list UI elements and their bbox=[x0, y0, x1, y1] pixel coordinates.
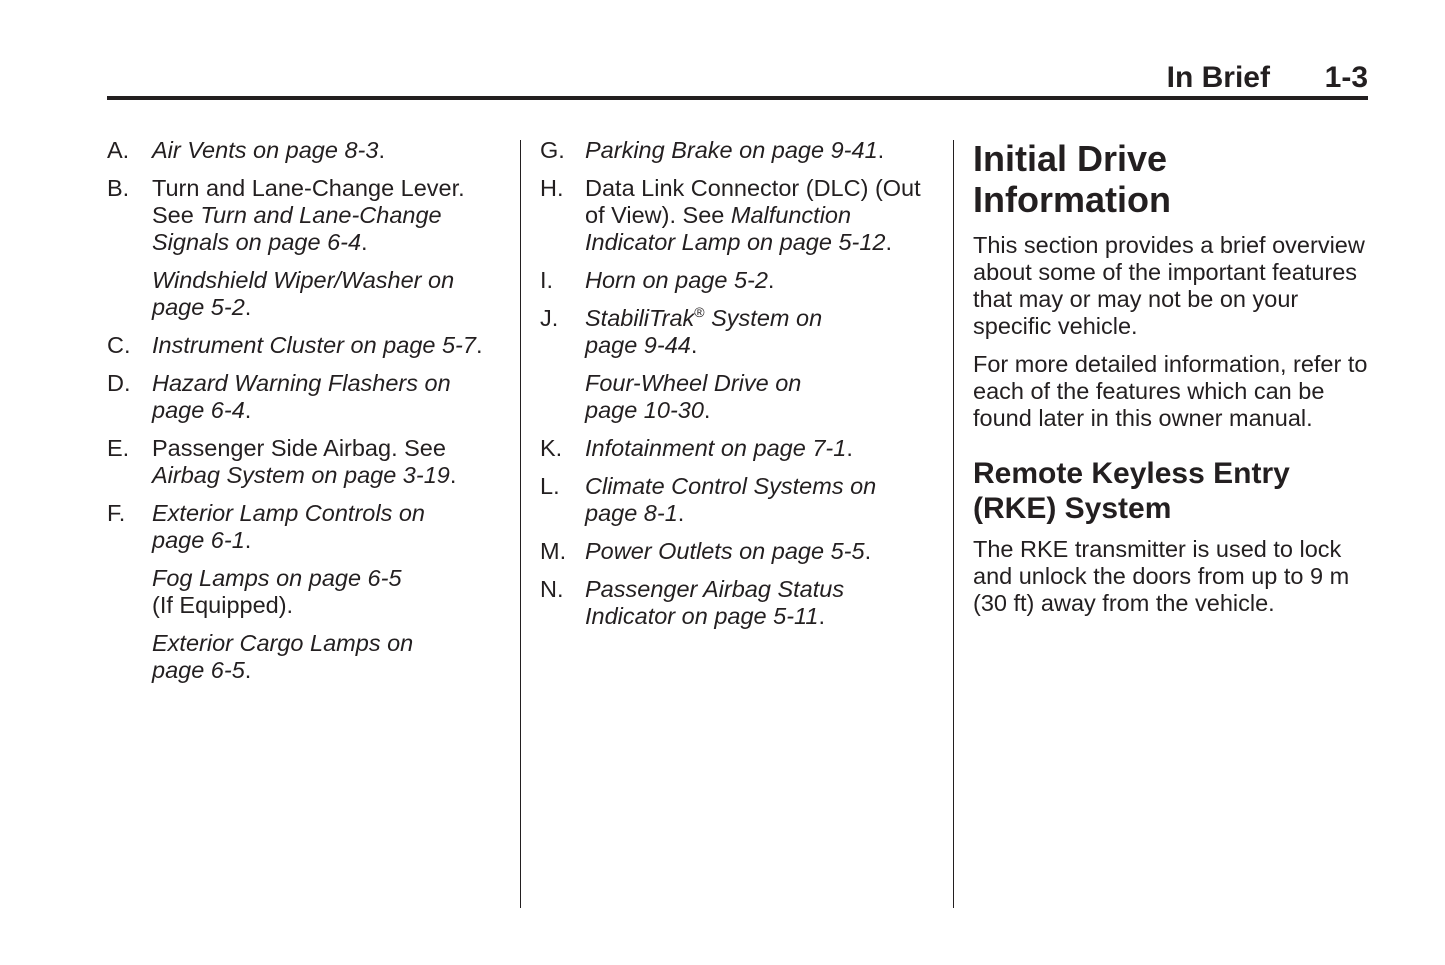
section-heading: Remote Keyless Entry (RKE) System bbox=[973, 457, 1290, 525]
list-subitem bbox=[107, 565, 512, 619]
item-letter: H. bbox=[540, 175, 564, 201]
cross-reference[interactable]: Air Vents on page 8-3 bbox=[152, 137, 379, 163]
list-item: M. Power Outlets on page 5-5. bbox=[540, 538, 872, 564]
cross-reference[interactable]: Hazard Warning Flashers on page 6-4 bbox=[152, 370, 451, 423]
cross-reference[interactable]: Horn on page 5-2 bbox=[585, 267, 768, 293]
list-item: I. Horn on page 5-2. bbox=[540, 267, 775, 293]
cross-reference[interactable]: Parking Brake on page 9-41 bbox=[585, 137, 878, 163]
cross-reference[interactable]: Power Outlets on page 5-5 bbox=[585, 538, 865, 564]
cross-reference[interactable]: Exterior Cargo Lamps on page 6-5 bbox=[152, 630, 414, 683]
list-item: D. Hazard Warning Flashers on page 6-4. bbox=[107, 370, 451, 423]
item-letter: L. bbox=[540, 473, 560, 499]
item-letter: I. bbox=[540, 267, 554, 293]
item-text: Turn and Lane-Change Lever. bbox=[152, 175, 465, 201]
item-letter: A. bbox=[107, 137, 130, 163]
cross-reference[interactable]: Airbag System on page 3-19 bbox=[152, 462, 450, 488]
page-header bbox=[107, 58, 1368, 100]
list-item: C. Instrument Cluster on page 5-7. bbox=[107, 332, 483, 358]
list-subitem: Exterior Cargo Lamps on page 6-5. bbox=[152, 630, 414, 683]
page-number: 1-3 bbox=[1324, 61, 1368, 94]
item-letter: M. bbox=[540, 538, 567, 564]
paragraph: For more detailed information, refer to each of the features which can be found later in this owner manual. bbox=[973, 351, 1368, 431]
cross-reference[interactable]: Fog Lamps on page 6-5 bbox=[152, 565, 402, 591]
item-letter: D. bbox=[107, 370, 131, 396]
cross-reference[interactable]: Exterior Lamp Controls on page 6-1 bbox=[152, 500, 425, 553]
item-letter: E. bbox=[107, 435, 130, 461]
callout-list-right bbox=[540, 137, 945, 641]
cross-reference[interactable]: Passenger Airbag Status Indicator on page 5-11 bbox=[585, 576, 845, 629]
cross-reference[interactable]: Four-Wheel Drive on page 10-30 bbox=[585, 370, 802, 423]
item-letter: C. bbox=[107, 332, 131, 358]
callout-list-left bbox=[107, 137, 512, 695]
list-subitem: Windshield Wiper/Washer on page 5-2. bbox=[152, 267, 455, 320]
list-item: A. Air Vents on page 8-3. bbox=[107, 137, 385, 163]
list-item: N. Passenger Airbag Status Indicator on page 5-11. bbox=[540, 576, 845, 629]
cross-reference[interactable]: Infotainment on page 7-1 bbox=[585, 435, 847, 461]
list-item: F. Exterior Lamp Controls on page 6-1. bbox=[107, 500, 425, 553]
cross-reference[interactable]: Instrument Cluster on page 5-7 bbox=[152, 332, 476, 358]
cross-reference[interactable]: StabiliTrak® System on page 9-44 bbox=[585, 304, 823, 358]
item-text: Data Link Connector (DLC) (Out of View). See bbox=[585, 175, 921, 228]
item-letter: J. bbox=[540, 305, 559, 331]
list-subitem: Four-Wheel Drive on page 10-30. bbox=[585, 370, 802, 423]
column-divider bbox=[953, 140, 954, 908]
cross-reference[interactable]: Turn and Lane-Change Signals on page 6-4 bbox=[152, 202, 442, 255]
item-letter: F. bbox=[107, 500, 126, 526]
cross-reference[interactable]: Malfunction Indicator Lamp on page 5-12 bbox=[585, 202, 886, 255]
cross-reference[interactable]: Climate Control Systems on page 8-1 bbox=[585, 473, 877, 526]
section-heading: Initial Drive Information bbox=[973, 138, 1171, 220]
list-item: H. Data Link Connector (DLC) (Out of View). See Malfunction Indicator Lamp on page 5-12. bbox=[540, 175, 921, 255]
paragraph: The RKE transmitter is used to lock and unlock the doors from up to 9 m (30 ft) away from the vehicle. bbox=[973, 536, 1350, 616]
paragraph: This section provides a brief overview about some of the important features that may or may not be on your specific vehicle. bbox=[973, 232, 1365, 339]
list-item: G. Parking Brake on page 9-41. bbox=[540, 137, 885, 163]
intro-section bbox=[973, 137, 1373, 628]
list-item: B. Turn and Lane-Change Lever. See Turn and Lane-Change Signals on page 6-4. bbox=[107, 175, 465, 255]
item-letter: G. bbox=[540, 137, 565, 163]
registered-mark: ® bbox=[694, 304, 705, 320]
list-item: E. Passenger Side Airbag. See Airbag System on page 3-19. bbox=[107, 435, 457, 488]
section-title: In Brief bbox=[1166, 61, 1270, 94]
cross-reference[interactable]: Windshield Wiper/Washer on page 5-2 bbox=[152, 267, 455, 320]
item-letter: N. bbox=[540, 576, 564, 602]
column-divider bbox=[520, 140, 521, 908]
list-item: L. Climate Control Systems on page 8-1. bbox=[540, 473, 877, 526]
list-item: J. StabiliTrak® System on page 9-44. bbox=[540, 304, 823, 358]
item-letter: B. bbox=[107, 175, 130, 201]
item-note: (If Equipped). bbox=[152, 592, 294, 618]
item-letter: K. bbox=[540, 435, 563, 461]
list-item: K. Infotainment on page 7-1. bbox=[540, 435, 853, 461]
item-text: Passenger Side Airbag. See bbox=[152, 435, 446, 461]
